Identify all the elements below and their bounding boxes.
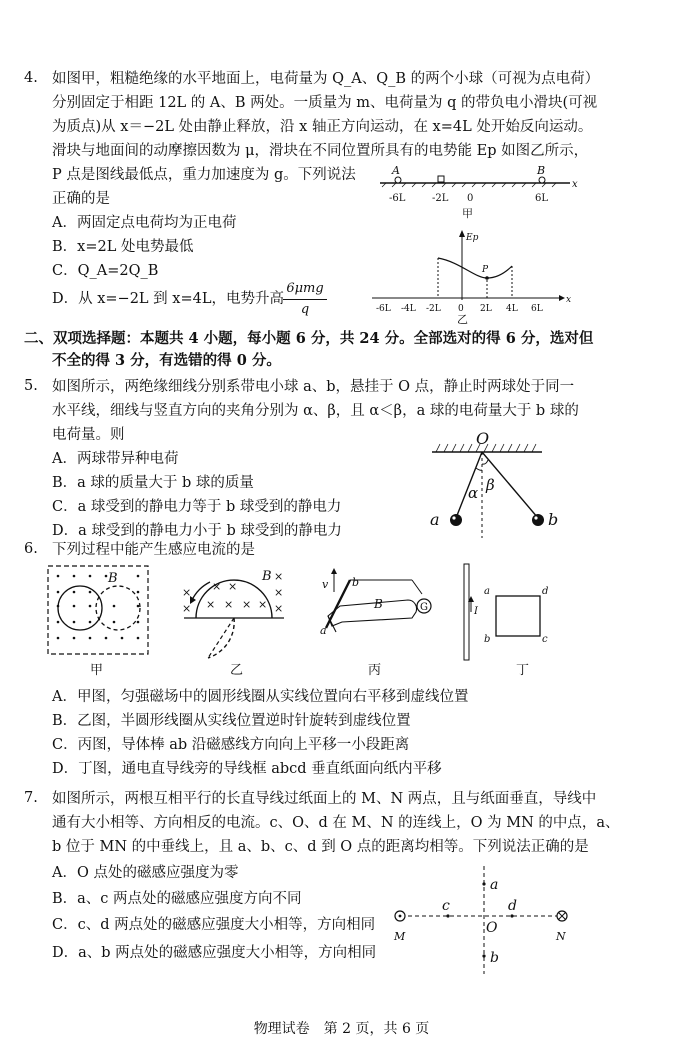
q5-label-b: b	[548, 510, 559, 529]
q4-fraction-numerator: 6μmg	[286, 281, 324, 296]
svg-text:×: ×	[182, 602, 192, 615]
ding-label-i: I	[474, 606, 478, 617]
q6-option-d: D．丁图，通电直导线旁的导线框 abcd 垂直纸面向纸内平移	[52, 761, 442, 777]
ding-label-d: d	[542, 586, 549, 597]
q7-point-b	[482, 954, 485, 957]
q7-line-3: b 位于 MN 的中垂线上，且 a、b、c、d 到 O 点的距离均相等。下列说法正确的是	[52, 839, 589, 855]
bing-label-g: G	[420, 602, 428, 613]
svg-text:×: ×	[228, 580, 238, 593]
q6-caption-jia: 甲	[90, 663, 104, 678]
yi-tick-4L: 4L	[506, 304, 518, 314]
yi-tick-neg6L: -6L	[376, 304, 391, 314]
q6-figure-ding	[458, 560, 578, 680]
jia-tick-6L: 6L	[535, 193, 549, 204]
q7-wire-m-dot-center	[399, 915, 402, 918]
yi-y-arrow	[459, 230, 465, 237]
q5-line-3: 电荷量。则	[52, 427, 125, 443]
bing-label-bfield: B	[374, 597, 383, 611]
bing-wire-to-meter	[412, 580, 422, 594]
q6-option-b: B．乙图，半圆形线圈从实线位置逆时针旋转到虚线位置	[52, 713, 411, 729]
bing-velocity-arrowhead	[331, 568, 337, 574]
q7-number: 7.	[24, 790, 38, 806]
q5-line-2: 水平线，细线与竖直方向的夹角分别为 α、β，且 α＜β，a 球的电荷量大于 b 球的	[52, 403, 579, 419]
ding-wire-frame	[496, 596, 540, 636]
q7-option-b: B．a、c 两点处的磁感应强度方向不同	[52, 891, 302, 907]
bing-label-a: a	[320, 624, 327, 637]
q7-label-b: b	[490, 950, 499, 966]
yi-tick-6L: 6L	[531, 304, 543, 314]
q7-point-c	[446, 914, 449, 917]
page-footer: 物理试卷 第 2 页，共 6 页	[253, 1021, 430, 1037]
q7-label-n: N	[556, 930, 566, 943]
yi-tick-neg4L: -4L	[401, 304, 416, 314]
q5-label-o: O	[476, 429, 490, 448]
q5-angle-alpha-arc	[476, 468, 482, 470]
ding-straight-wire	[464, 564, 469, 660]
bing-conductor-rod	[326, 580, 350, 628]
q5-angle-beta-arc	[482, 460, 488, 464]
yi6-label-b: B	[262, 569, 272, 584]
q4-figure-jia	[380, 163, 580, 223]
q5-option-a: A．两球带异种电荷	[52, 451, 179, 467]
q6-figure-jia	[44, 560, 154, 680]
q4-option-d: D．从 x=−2L 到 x=4L，电势升高	[52, 291, 284, 307]
jia6-field-boundary	[48, 566, 148, 654]
q7-option-a: A．O 点处的磁感应强度为零	[52, 865, 239, 881]
q7-label-d: d	[508, 898, 517, 914]
q4-line-3: 为质点)从 x＝−2L 处由静止释放，沿 x 轴正方向运动，在 x=4L 处开始反向运动。	[52, 119, 593, 135]
q5-option-d: D．a 球受到的静电力小于 b 球受到的静电力	[52, 523, 342, 539]
q5-ball-a-highlight	[452, 516, 455, 519]
q5-ball-b	[532, 514, 544, 526]
q5-number: 5.	[24, 378, 38, 394]
q5-option-b: B．a 球的质量大于 b 球的质量	[52, 475, 254, 491]
q4-option-c: C．Q_A=2Q_B	[52, 263, 159, 279]
q6-number: 6.	[24, 541, 38, 557]
q6-caption-ding: 丁	[516, 663, 530, 678]
q4-line-5: P 点是图线最低点，重力加速度为 g。下列说法	[52, 167, 356, 183]
bing-label-v: v	[322, 578, 329, 591]
yi-point-p	[485, 276, 489, 280]
q6-caption-yi: 乙	[230, 663, 244, 678]
yi-tick-0: 0	[458, 304, 464, 314]
svg-text:×: ×	[258, 598, 268, 611]
bing-label-b: b	[352, 576, 360, 589]
q5-label-alpha: α	[468, 484, 479, 502]
q5-option-c: C．a 球受到的静电力等于 b 球受到的静电力	[52, 499, 342, 515]
q6-figure-bing	[312, 560, 442, 680]
svg-text:×: ×	[182, 586, 192, 599]
q6-stem: 下列过程中能产生感应电流的是	[52, 542, 255, 558]
ding-label-a: a	[484, 586, 490, 597]
q4-line-6: 正确的是	[52, 191, 110, 207]
q4-fraction-denominator: q	[300, 302, 310, 317]
q4-option-b: B．x=2L 处电势最低	[52, 239, 194, 255]
q7-option-c: C．c、d 两点处的磁感应强度大小相等，方向相同	[52, 917, 376, 933]
q5-label-a: a	[430, 510, 440, 529]
q7-label-a: a	[490, 877, 499, 893]
jia-ball-a	[395, 177, 401, 183]
q7-line-1: 如图所示，两根互相平行的长直导线过纸面上的 M、N 两点，且与纸面垂直，导线中	[52, 791, 597, 807]
q7-label-m: M	[394, 930, 406, 943]
q6-option-a: A．甲图，匀强磁场中的圆形线圈从实线位置向右平移到虚线位置	[52, 689, 469, 705]
q7-figure	[390, 862, 580, 982]
q6-option-c: C．丙图，导体棒 ab 沿磁感线方向向上平移一小段距离	[52, 737, 410, 753]
jia-caption: 甲	[462, 207, 473, 220]
q5-line-1: 如图所示，两绝缘细线分别系带电小球 a、b，悬挂于 O 点，静止时两球处于同一	[52, 379, 575, 395]
jia6-label-b: B	[108, 571, 118, 586]
svg-text:×: ×	[274, 586, 284, 599]
yi-caption: 乙	[457, 313, 468, 326]
q5-label-beta: β	[486, 476, 495, 494]
q4-line-2: 分别固定于相距 12L 的 A、B 两处。一质量为 m、电荷量为 q 的带负电小滑块(可视	[52, 95, 598, 111]
yi-y-label: Ep	[466, 233, 479, 243]
ding-label-b: b	[484, 634, 491, 645]
q4-line-1: 如图甲，粗糙绝缘的水平地面上，电荷量为 Q_A、Q_B 的两个小球（可视为点电荷）	[52, 71, 600, 87]
svg-text:×: ×	[242, 598, 252, 611]
ding-label-c: c	[542, 634, 548, 645]
yi-tick-neg2L: -2L	[426, 304, 441, 314]
jia6-field-dots	[57, 575, 140, 640]
q4-option-a: A．两固定点电荷均为正电荷	[52, 215, 237, 231]
bing-magnet	[328, 600, 417, 626]
jia-tick-neg2L: -2L	[432, 193, 449, 204]
q4-number: 4.	[24, 70, 38, 86]
q7-option-d: D．a、b 两点处的磁感应强度大小相等，方向相同	[52, 945, 377, 961]
q7-label-c: c	[442, 898, 450, 914]
q7-label-o: O	[486, 920, 498, 936]
yi-label-p: P	[482, 265, 489, 275]
svg-text:×: ×	[212, 580, 222, 593]
jia-tick-neg6L: -6L	[389, 193, 406, 204]
jia-ball-b	[539, 177, 545, 183]
q4-line-4: 滑块与地面间的动摩擦因数为 μ，滑块在不同位置所具有的电势能 Ep 如图乙所示，	[52, 143, 589, 159]
jia-slider	[438, 176, 444, 182]
q5-figure	[420, 430, 570, 540]
q6-caption-bing: 丙	[368, 663, 382, 678]
q4-figure-yi	[370, 228, 580, 326]
jia6-coil-solid	[58, 586, 102, 630]
yi6-rotated-diameter	[208, 618, 234, 658]
jia-axis-label: x	[572, 179, 578, 190]
q5-ball-b-highlight	[534, 516, 537, 519]
q7-point-a	[482, 882, 485, 885]
jia-label-b: B	[537, 164, 546, 177]
q7-line-2: 通有大小相等、方向相反的电流。c、O、d 在 M、N 的连线上，O 为 MN 的中点，a、	[52, 815, 620, 831]
q5-ball-a	[450, 514, 462, 526]
svg-text:×: ×	[206, 598, 216, 611]
svg-text:×: ×	[274, 570, 284, 583]
section2-line-1: 二、双项选择题：本题共 4 小题，每小题 6 分，共 24 分。全部选对的得 6 分，选对但	[24, 330, 594, 347]
yi-axis-label: x	[566, 295, 572, 305]
yi-x-arrow	[559, 295, 565, 301]
section2-line-2: 不全的得 3 分，有选错的得 0 分。	[52, 352, 281, 369]
yi-ep-curve	[438, 258, 512, 278]
q4-fraction-bar	[283, 299, 327, 300]
jia-tick-0: 0	[467, 193, 474, 204]
svg-text:×: ×	[224, 598, 234, 611]
jia-label-a: A	[392, 164, 400, 177]
svg-text:×: ×	[274, 602, 284, 615]
q7-point-d	[510, 914, 513, 917]
yi-tick-2L: 2L	[480, 304, 492, 314]
q6-figure-yi	[176, 560, 296, 680]
